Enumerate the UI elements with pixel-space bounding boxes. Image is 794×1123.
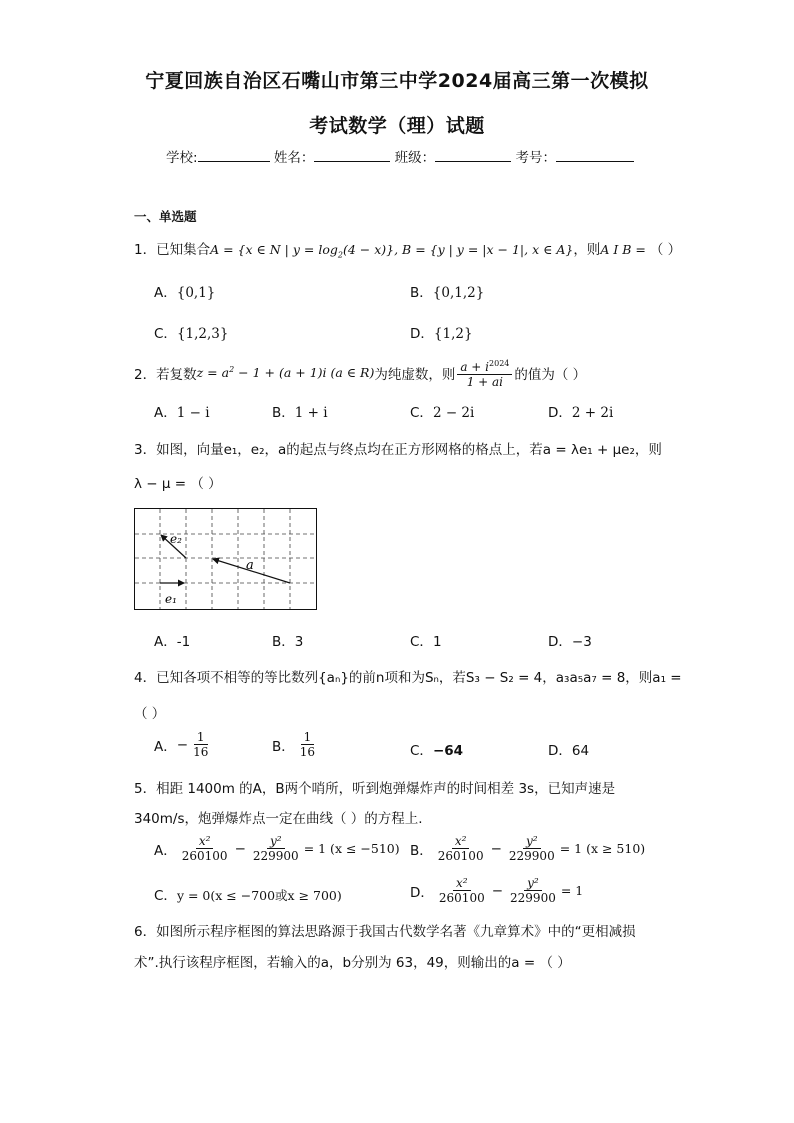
school-label: 学校: bbox=[166, 150, 198, 166]
name-blank[interactable] bbox=[314, 148, 390, 162]
q6-stem-line-2: 术”.执行该程序框图，若输入的a，b分别为 63，49，则输出的a = （ ） bbox=[134, 955, 571, 971]
q2-option-b[interactable]: B．1 + i bbox=[272, 405, 328, 421]
q5-option-a[interactable]: A． $\frac{\text{x²}}{260100}$ − $\frac{\text{y²}}{229900}$ = 1 (x ≤ −510) bbox=[154, 834, 400, 863]
q2-option-c[interactable]: C．2 − 2i bbox=[410, 405, 475, 421]
q4-option-a[interactable]: A． − $\frac{1}{16}$ bbox=[154, 730, 209, 759]
q3-option-c[interactable]: C．1 bbox=[410, 634, 442, 650]
q4-stem-line-2: （ ） bbox=[134, 706, 166, 722]
q5-stem-line-2: 340m/s，炮弹爆炸点一定在曲线（ ）的方程上. bbox=[134, 811, 423, 827]
q2-option-a[interactable]: A．1 − i bbox=[154, 405, 210, 421]
label-e2: e₂ bbox=[170, 532, 182, 546]
q5-stem-line-1: 5．相距 1400m 的A，B两个哨所，听到炮弹爆炸声的时间相差 3s，已知声速是 bbox=[134, 781, 616, 797]
class-blank[interactable] bbox=[435, 148, 511, 162]
q1-option-b[interactable]: B．{0,1,2} bbox=[410, 285, 485, 301]
q5-option-c[interactable]: C．y = 0(x ≤ −700或x ≥ 700) bbox=[154, 888, 342, 904]
q2-stem: 2．若复数 $z = a^2 - 1 + (a + 1)i$ (a ∈ R) 为纯虚数，则 $\frac{a + i^{2024}}{1 + ai}$ 的值为（ ） bbox=[134, 359, 587, 389]
q2-option-d[interactable]: D．2 + 2i bbox=[548, 405, 614, 421]
q3-grid-figure bbox=[134, 508, 317, 610]
exam-number-label: 考号： bbox=[515, 150, 556, 166]
info-fields bbox=[166, 146, 634, 166]
q4-option-d[interactable]: D．64 bbox=[548, 743, 590, 759]
q5-option-b[interactable]: B． $\frac{\text{x²}}{260100}$ − $\frac{\text{y²}}{229900}$ = 1 (x ≥ 510) bbox=[410, 834, 646, 863]
q4-option-c[interactable]: C．−64 bbox=[410, 743, 464, 759]
q3-stem-line-1: 3．如图，向量e₁，e₂，a的起点与终点均在正方形网格的格点上，若a = λe₁ + μe₂，则 bbox=[134, 442, 662, 458]
q6-stem-line-1: 6．如图所示程序框图的算法思路源于我国古代数学名著《九章算术》中的“更相减损 bbox=[134, 924, 636, 940]
q3-option-d[interactable]: D．−3 bbox=[548, 634, 592, 650]
grid-lines bbox=[135, 509, 316, 609]
q1-option-d[interactable]: D．{1,2} bbox=[410, 326, 473, 342]
label-e1: e₁ bbox=[165, 592, 177, 606]
q1-option-a[interactable]: A．{0,1} bbox=[154, 285, 216, 301]
title-line-2: 考试数学（理）试题 bbox=[309, 115, 485, 137]
q3-stem-line-2: λ − μ = （ ） bbox=[134, 476, 222, 492]
q5-option-d[interactable]: D． $\frac{\text{x²}}{260100}$ − $\frac{\text{y²}}{229900}$ = 1 bbox=[410, 876, 584, 905]
school-blank[interactable] bbox=[198, 148, 270, 162]
class-label: 班级： bbox=[394, 150, 436, 166]
q4-option-b[interactable]: B． $\frac{1}{16}$ bbox=[272, 730, 316, 759]
label-a: a bbox=[246, 558, 254, 573]
name-label: 姓名： bbox=[273, 150, 315, 166]
q3-option-b[interactable]: B．3 bbox=[272, 634, 304, 650]
section-title: 一、单选题 bbox=[134, 209, 197, 224]
title-line-1: 宁夏回族自治区石嘴山市第三中学2024届高三第一次模拟 bbox=[145, 70, 649, 92]
q3-option-a[interactable]: A．-1 bbox=[154, 634, 191, 650]
q4-stem-line-1: 4．已知各项不相等的等比数列{aₙ}的前n项和为Sₙ，若S₃ − S₂ = 4，a₃a₅a₇ = 8，则a₁ = bbox=[134, 670, 682, 686]
q2-fraction: $\frac{a + i^{2024}}{1 + ai}$ bbox=[457, 357, 512, 389]
q1-stem: 1．已知集合A = {x ∈ N | $y = \log_2(4 - x)$}, B = {y | y = |x − 1|, x ∈ A}，则A I B = （ ） bbox=[134, 242, 682, 260]
grid-border bbox=[135, 509, 317, 610]
q1-option-c[interactable]: C．{1,2,3} bbox=[154, 326, 229, 342]
exam-number-blank[interactable] bbox=[556, 148, 634, 162]
